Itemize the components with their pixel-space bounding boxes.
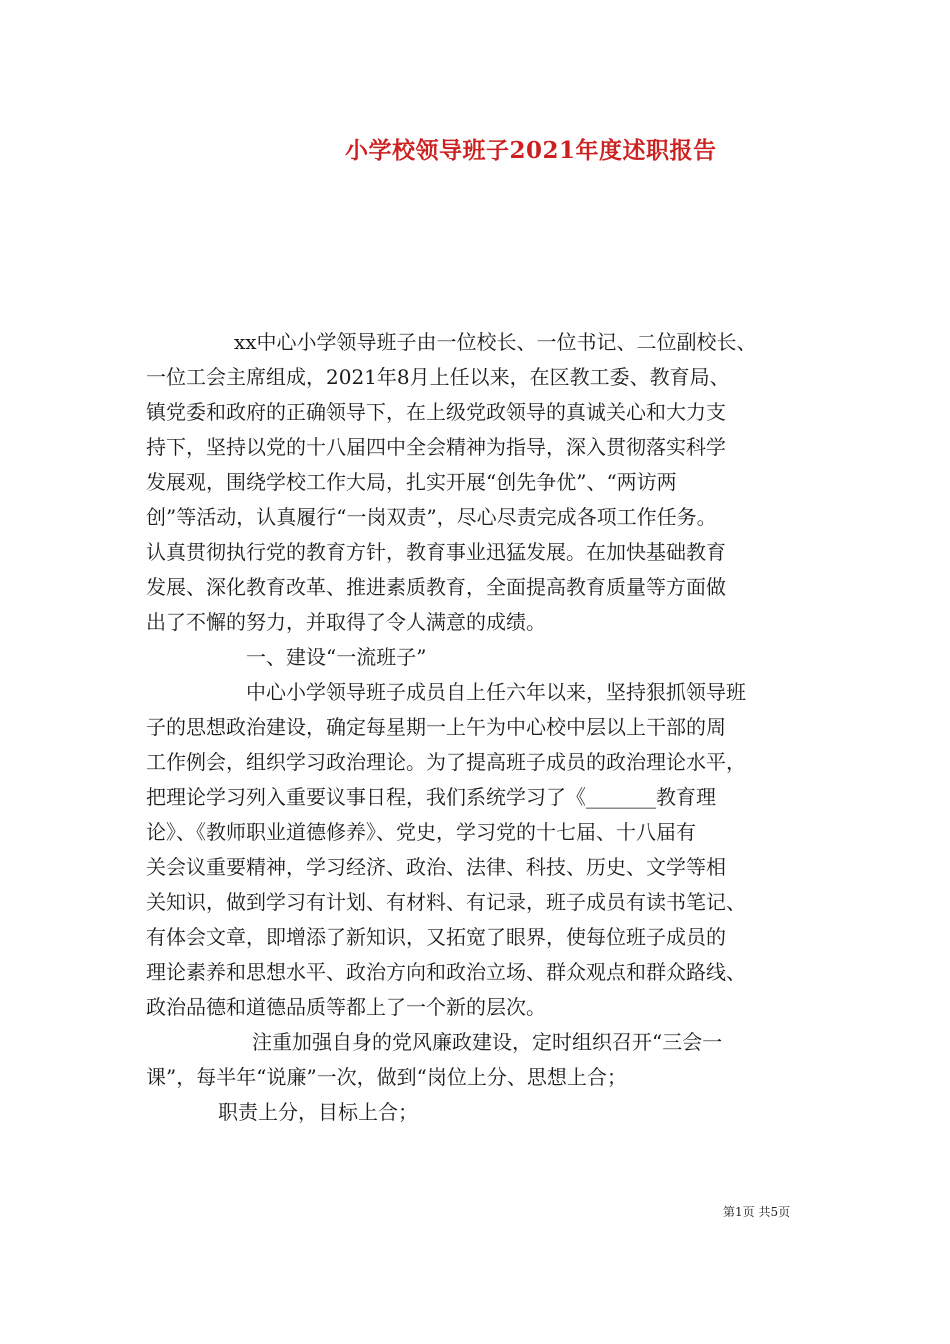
text-line: 出了不懈的努力，并取得了令人满意的成绩。: [146, 610, 546, 634]
text-line: 镇党委和政府的正确领导下，在上级党政领导的真诚关心和大力支: [146, 400, 726, 424]
text-line: 理论素养和思想水平、政治方向和政治立场、群众观点和群众路线、: [146, 960, 746, 984]
text-line: 发展、深化教育改革、推进素质教育，全面提高教育质量等方面做: [146, 575, 726, 599]
text-line: 课”，每半年“说廉”一次，做到“岗位上分、思想上合；: [146, 1065, 627, 1089]
text-line: 政治品德和道德品质等都上了一个新的层次。: [146, 995, 546, 1019]
text-line: 职责上分，目标上合；: [218, 1100, 418, 1124]
text-line: 一、建设“一流班子”: [246, 645, 427, 669]
text-line: 认真贯彻执行党的教育方针，教育事业迅猛发展。在加快基础教育: [146, 540, 726, 564]
text-line: 关会议重要精神，学习经济、政治、法律、科技、历史、文学等相: [146, 855, 726, 879]
text-line: 注重加强自身的党风廉政建设，定时组织召开“三会一: [252, 1030, 723, 1054]
document-body: [146, 325, 821, 1130]
text-line: 子的思想政治建设，确定每星期一上午为中心校中层以上干部的周: [146, 715, 726, 739]
text-line: 把理论学习列入重要议事日程，我们系统学习了《_______教育理: [146, 785, 716, 809]
text-line: 发展观，围绕学校工作大局，扎实开展“创先争优”、“两访两: [146, 470, 677, 494]
text-line: 有体会文章，即增添了新知识，又拓宽了眼界，使每位班子成员的: [146, 925, 726, 949]
text-line: 创”等活动，认真履行“一岗双责”，尽心尽责完成各项工作任务。: [146, 505, 717, 529]
text-line: 中心小学领导班子成员自上任六年以来，坚持狠抓领导班: [246, 680, 746, 704]
text-line: xx中心小学领导班子由一位校长、一位书记、二位副校长、: [234, 330, 757, 354]
text-line: 持下，坚持以党的十八届四中全会精神为指导，深入贯彻落实科学: [146, 435, 726, 459]
text-line: 一位工会主席组成，2021年8月上任以来，在区教工委、教育局、: [146, 365, 730, 389]
text-line: 工作例会，组织学习政治理论。为了提高班子成员的政治理论水平，: [146, 750, 746, 774]
page-footer: 第1页 共5页: [723, 1205, 791, 1219]
document-title: 小学校领导班子2021年度述职报告: [345, 137, 717, 164]
text-line: 关知识，做到学习有计划、有材料、有记录，班子成员有读书笔记、: [146, 890, 746, 914]
text-line: 论》、《教师职业道德修养》、党史，学习党的十七届、十八届有: [146, 820, 696, 844]
